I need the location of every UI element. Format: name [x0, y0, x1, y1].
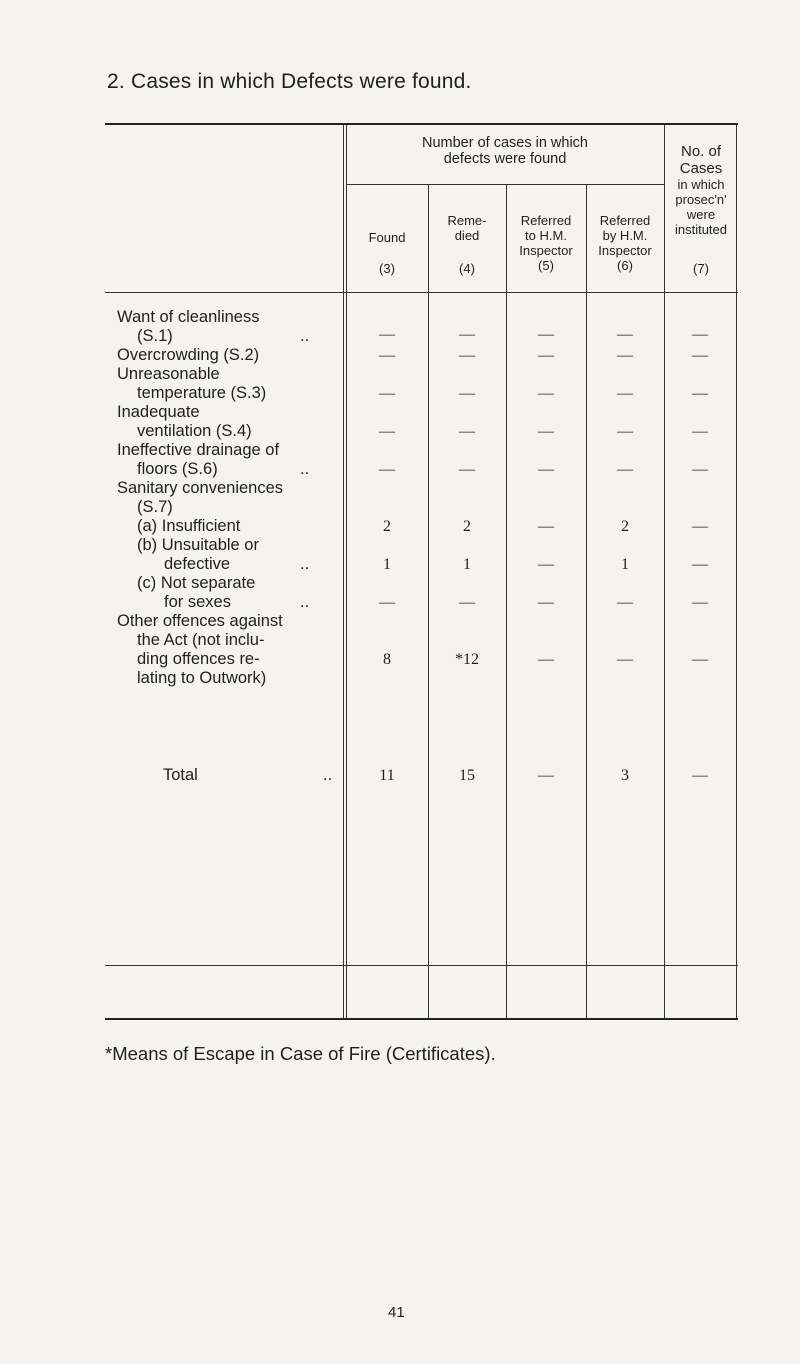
group-header-line: defects were found [443, 151, 567, 167]
row-label-sanitary [117, 479, 349, 517]
table-cell: — [692, 556, 708, 573]
row-label-line: Ineffective drainage of [117, 441, 280, 459]
page-heading: 2. Cases in which Defects were found. [107, 70, 472, 93]
row-label-line: lating to Outwork) [137, 669, 267, 687]
table-cell: — [538, 556, 554, 573]
col-header-found [346, 230, 428, 245]
table-cell: — [692, 347, 708, 364]
col-header-line: Referred [520, 213, 572, 228]
row-label-line: temperature (S.3) [137, 384, 267, 402]
row-label-line: (c) Not separate [137, 574, 256, 592]
table-cell: — [379, 347, 395, 364]
row-label-line: (a) Insufficient [137, 517, 241, 535]
header-rule [105, 292, 738, 293]
prosecutions-header [664, 143, 738, 237]
row-label-line: ventilation (S.4) [137, 422, 252, 440]
group-header [346, 135, 664, 167]
table-cell: — [459, 423, 475, 440]
table-cell: — [617, 326, 633, 343]
table-cell: — [538, 651, 554, 668]
group-header-rule [346, 184, 664, 185]
row-label-temperature [117, 365, 349, 403]
col-header-line: to H.M. [525, 228, 567, 243]
row-label-text: (S.1) [137, 327, 173, 345]
row-label-text: for sexes [164, 593, 231, 611]
prosec-header-line: in which [677, 177, 725, 192]
row-label-line: Want of cleanliness [117, 308, 260, 326]
total-cell: 11 [379, 767, 395, 784]
col-divider [506, 184, 507, 1018]
col-header-line: by H.M. [602, 228, 648, 243]
row-label-text: floors (S.6) [137, 460, 218, 478]
table-cell: 2 [383, 518, 391, 535]
table-cell: — [617, 594, 633, 611]
row-label-overcrowding: Overcrowding (S.2) [117, 346, 260, 364]
total-cell: — [538, 767, 554, 784]
table-cell: — [538, 347, 554, 364]
col-divider [736, 125, 737, 1018]
table-cell: — [617, 385, 633, 402]
table-cell: 2 [621, 518, 629, 535]
leader-dots: .. [323, 766, 333, 784]
table-cell: — [692, 651, 708, 668]
total-cell: — [692, 767, 708, 784]
row-label-line: (b) Unsuitable or [137, 536, 259, 554]
col-header-line: Inspector [519, 243, 573, 258]
table-cell: — [538, 518, 554, 535]
col-header-remedied [428, 213, 506, 243]
prosec-header-line: prosec'n' [675, 192, 727, 207]
table-cell: — [617, 423, 633, 440]
page-number: 41 [388, 1304, 405, 1321]
row-label-line: the Act (not inclu- [137, 631, 265, 649]
row-label-line [117, 593, 349, 612]
table-cell: — [538, 461, 554, 478]
col-header-line: died [454, 228, 480, 243]
leader-dots: .. [300, 460, 310, 478]
row-label-line [117, 460, 349, 479]
prosec-header-line: were [686, 207, 716, 222]
table-cell: *12 [455, 651, 479, 668]
row-label-separate [117, 574, 349, 612]
prosec-header-line: No. of [680, 143, 722, 160]
col-number: (6) [617, 258, 633, 273]
defects-table [105, 123, 738, 1020]
table-cell: — [379, 594, 395, 611]
table-cell: — [692, 518, 708, 535]
col-number: (7) [693, 261, 709, 276]
prosec-header-line: instituted [674, 222, 728, 237]
row-label-line: Inadequate [117, 403, 200, 421]
table-cell: — [459, 594, 475, 611]
row-label-insufficient [117, 517, 349, 536]
group-header-line: Number of cases in which [421, 135, 588, 151]
row-label-unsuitable [117, 536, 349, 574]
total-cell: 15 [459, 767, 475, 784]
row-label-cleanliness [117, 308, 349, 346]
table-cell: — [538, 594, 554, 611]
total-cell: 3 [621, 767, 629, 784]
table-cell: — [692, 385, 708, 402]
row-label-text: defective [164, 555, 231, 573]
table-cell: — [617, 651, 633, 668]
table-cell: 2 [463, 518, 471, 535]
table-cell: — [379, 461, 395, 478]
col-number: (4) [459, 261, 475, 276]
table-cell: — [459, 385, 475, 402]
table-cell: 8 [383, 651, 391, 668]
table-cell: — [692, 423, 708, 440]
row-label-other [117, 612, 349, 688]
col-header-referred-to [506, 213, 586, 258]
row-label-ventilation [117, 403, 349, 441]
col-divider [428, 184, 429, 1018]
table-cell: 1 [383, 556, 391, 573]
footnote: *Means of Escape in Case of Fire (Certificates). [105, 1043, 496, 1064]
col-number: (5) [538, 258, 554, 273]
leader-dots: .. [300, 555, 310, 573]
row-label-line: Sanitary conveniences [117, 479, 284, 497]
row-label-line: ding offences re- [137, 650, 260, 668]
table-cell: — [379, 326, 395, 343]
col-header-line: Referred [599, 213, 651, 228]
table-cell: — [692, 326, 708, 343]
table-cell: — [617, 347, 633, 364]
row-label-line [117, 327, 349, 346]
table-cell: — [692, 594, 708, 611]
total-text: Total [163, 766, 198, 784]
table-cell: — [459, 347, 475, 364]
col-divider [586, 184, 587, 1018]
row-label-drainage [117, 441, 349, 479]
col-number: (3) [379, 261, 395, 276]
table-cell: — [538, 423, 554, 440]
col-header-line: Reme- [447, 213, 487, 228]
row-label-line: (S.7) [137, 498, 173, 516]
table-cell: — [459, 326, 475, 343]
prosec-header-line: Cases [679, 160, 723, 177]
table-cell: 1 [621, 556, 629, 573]
col-header-line: Found [368, 230, 406, 245]
table-cell: — [617, 461, 633, 478]
row-label-line: Other offences against [117, 612, 283, 630]
table-cell: — [379, 423, 395, 440]
table-cell: — [538, 326, 554, 343]
leader-dots: .. [300, 593, 310, 611]
row-label-line: Unreasonable [117, 365, 220, 383]
table-cell: — [538, 385, 554, 402]
col-divider [664, 125, 665, 1018]
row-label-line [117, 555, 349, 574]
leader-dots: .. [300, 327, 310, 345]
col-header-line: Inspector [598, 243, 652, 258]
total-rule [105, 965, 738, 966]
table-cell: — [692, 461, 708, 478]
col-header-referred-by [586, 213, 664, 258]
table-cell: — [379, 385, 395, 402]
total-label [163, 766, 395, 785]
table-cell: — [459, 461, 475, 478]
table-cell: 1 [463, 556, 471, 573]
